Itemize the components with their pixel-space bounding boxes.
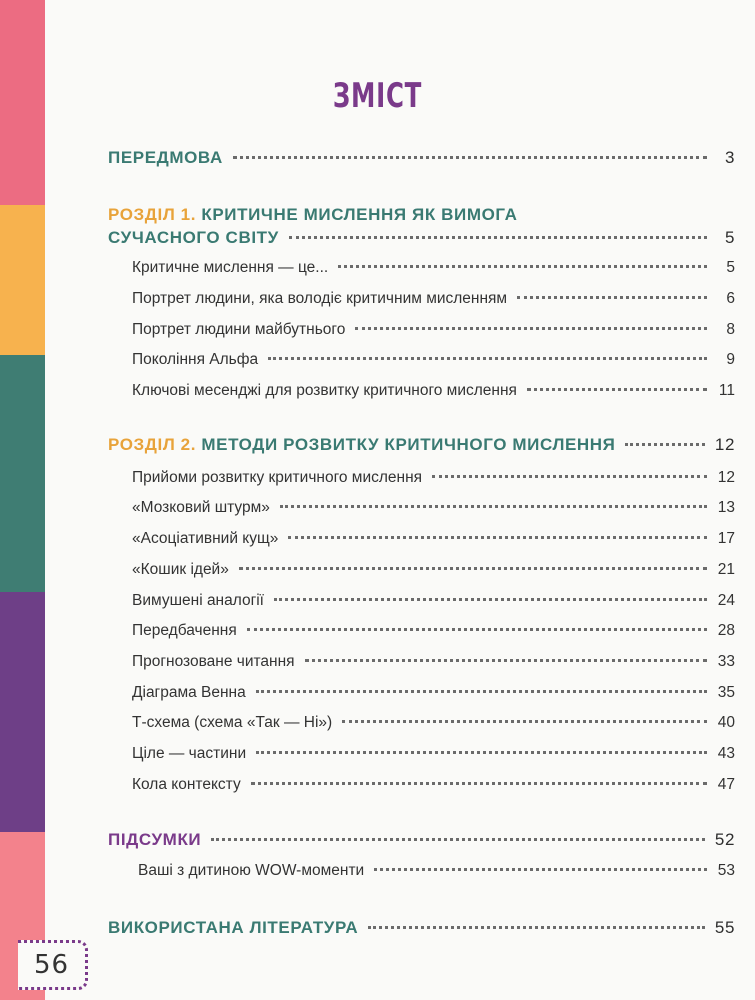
toc-entry-section2[interactable] <box>108 435 735 455</box>
toc-item[interactable]: Ключові месенджі для розвитку критичного мислення 11 <box>132 382 735 399</box>
toc-item[interactable]: Т-схема (схема «Так — Ні») 40 <box>132 714 735 731</box>
toc-item[interactable]: Покоління Альфа 9 <box>132 351 735 368</box>
toc-label: ВИКОРИСТАНА ЛІТЕРАТУРА <box>108 918 359 937</box>
toc-item[interactable]: Кола контексту 47 <box>132 776 735 793</box>
toc-item[interactable]: Діаграма Венна 35 <box>132 684 735 701</box>
toc-item[interactable]: Ціле — частини 43 <box>132 745 735 762</box>
toc-item[interactable]: Ваші з дитиною WOW-моменти 53 <box>138 862 735 879</box>
leader-dots <box>211 838 705 841</box>
toc-item[interactable]: «Кошик ідей» 21 <box>132 561 735 578</box>
page-title: ЗМІСТ <box>332 76 423 116</box>
toc-label: ПЕРЕДМОВА <box>108 148 223 167</box>
toc-item[interactable]: «Мозковий штурм» 13 <box>132 499 735 516</box>
toc-entry-preface[interactable] <box>108 148 735 168</box>
leader-dots <box>289 236 707 239</box>
toc-entry-section1[interactable] <box>108 228 735 248</box>
toc-item[interactable]: Прийоми розвитку критичного мислення 12 <box>132 469 735 486</box>
toc-item[interactable]: Прогнозоване читання 33 <box>132 653 735 670</box>
toc-item[interactable]: «Асоціативний кущ» 17 <box>132 530 735 547</box>
toc-section1-line1[interactable] <box>108 205 517 225</box>
toc-entry-summary[interactable] <box>108 830 735 850</box>
section1-title-line2: СУЧАСНОГО СВІТУ <box>108 228 279 247</box>
toc-label: ПІДСУМКИ <box>108 830 202 849</box>
leader-dots <box>368 926 705 929</box>
toc-page: 55 <box>714 918 735 937</box>
toc-item[interactable]: Портрет людини, яка володіє критичним мисленням 6 <box>132 290 735 307</box>
color-strip-pink <box>0 0 45 205</box>
toc-entry-literature[interactable] <box>108 918 735 938</box>
toc-page: 5 <box>724 228 735 247</box>
toc-page: 3 <box>724 148 735 167</box>
toc-item[interactable]: Вимушені аналогії 24 <box>132 592 735 609</box>
section2-prefix: РОЗДІЛ 2. <box>108 435 197 454</box>
page-number: 56 <box>33 950 70 980</box>
section1-title-line1: КРИТИЧНЕ МИСЛЕННЯ ЯК ВИМОГА <box>201 205 518 224</box>
section1-prefix: РОЗДІЛ 1. <box>108 205 197 224</box>
toc-page: 52 <box>714 830 735 849</box>
section2-title: МЕТОДИ РОЗВИТКУ КРИТИЧНОГО МИСЛЕННЯ <box>201 435 616 454</box>
color-strip-teal <box>0 355 45 592</box>
leader-dots <box>233 156 707 159</box>
toc-item[interactable]: Критичне мислення — це... 5 <box>132 259 735 276</box>
leader-dots <box>625 443 704 446</box>
toc-item[interactable]: Портрет людини майбутнього 8 <box>132 321 735 338</box>
page-number-tab <box>18 940 88 990</box>
color-strip-orange <box>0 205 45 355</box>
toc-item[interactable]: Передбачення 28 <box>132 622 735 639</box>
toc-page: 12 <box>714 435 735 454</box>
color-strip-purple <box>0 592 45 832</box>
